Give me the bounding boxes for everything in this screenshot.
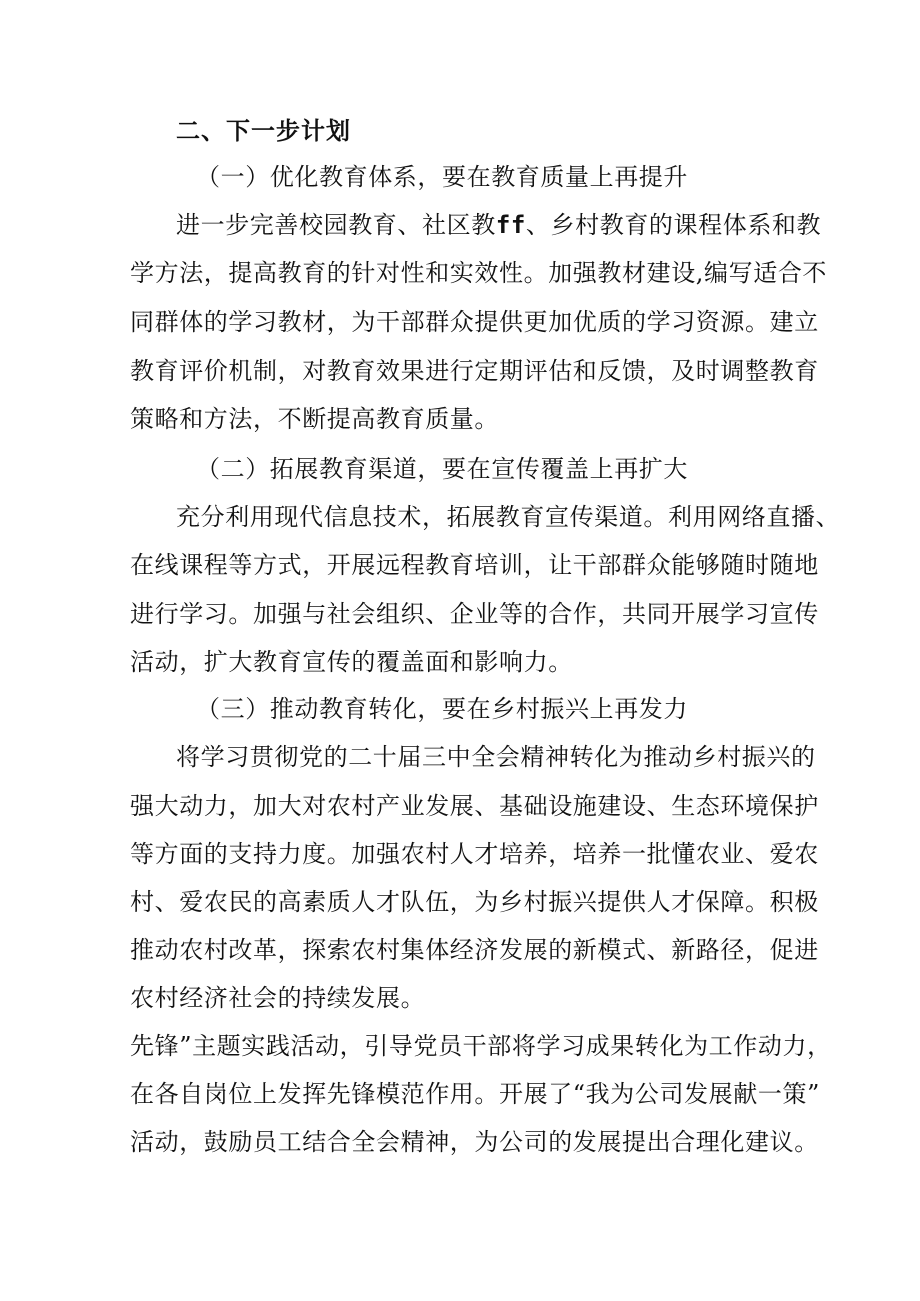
garbled-text-run: ff xyxy=(495,211,526,239)
paragraph-line: 同群体的学习教材，为干部群众提供更加优质的学习资源。建立 xyxy=(130,308,819,336)
paragraph-line: 等方面的支持力度。加强农村人才培养，培养一批懂农业、爱农 xyxy=(130,840,819,868)
paragraph-line: 强大动力，加大对农村产业发展、基础设施建设、生态环境保护 xyxy=(130,792,819,820)
paragraph-line: 充分利用现代信息技术，拓展教育宣传渠道。利用网络直播、 xyxy=(176,503,841,531)
text-run: 、乡村教育的课程体系和教 xyxy=(525,211,822,239)
paragraph-line: 在线课程等方式，开展远程教育培训，让干部群众能够随时随地 xyxy=(130,551,819,579)
paragraph-line: 先锋”主题实践活动，引导党员干部将学习成果转化为工作动力， xyxy=(130,1032,832,1060)
paragraph-line: 推动农村改革，探索农村集体经济发展的新模式、新路径，促进 xyxy=(130,936,819,964)
subsection-title-1: （一）优化教育体系，要在教育质量上再提升 xyxy=(196,163,688,191)
section-title: 二、下一步计划 xyxy=(176,117,351,145)
paragraph-line xyxy=(176,210,821,240)
paragraph-line: 村、爱农民的高素质人才队伍，为乡村振兴提供人才保障。积极 xyxy=(130,888,819,916)
subsection-title-2: （二）拓展教育渠道，要在宣传覆盖上再扩大 xyxy=(196,455,688,483)
paragraph-line: 农村经济社会的持续发展。 xyxy=(130,984,426,1012)
paragraph-line: 活动，扩大教育宣传的覆盖面和影响力。 xyxy=(130,648,573,676)
paragraph-line: 学方法，提高教育的针对性和实效性。加强教材建设,编写适合不 xyxy=(130,259,828,287)
paragraph-line: 将学习贯彻党的二十届三中全会精神转化为推动乡村振兴的 xyxy=(176,743,816,771)
paragraph-line: 进行学习。加强与社会组织、企业等的合作，共同开展学习宣传 xyxy=(130,600,819,628)
text-run: 进一步完善校园教育、社区教 xyxy=(176,211,496,239)
paragraph-line: 策略和方法，不断提高教育质量。 xyxy=(130,405,499,433)
paragraph-line: 在各自岗位上发挥先锋模范作用。开展了“我为公司发展献一策” xyxy=(130,1080,820,1108)
paragraph-line: 教育评价机制，对教育效果进行定期评估和反馈，及时调整教育 xyxy=(130,357,819,385)
subsection-title-3: （三）推动教育转化，要在乡村振兴上再发力 xyxy=(196,695,688,723)
paragraph-line: 活动，鼓励员工结合全会精神，为公司的发展提出合理化建议。 xyxy=(130,1128,819,1156)
